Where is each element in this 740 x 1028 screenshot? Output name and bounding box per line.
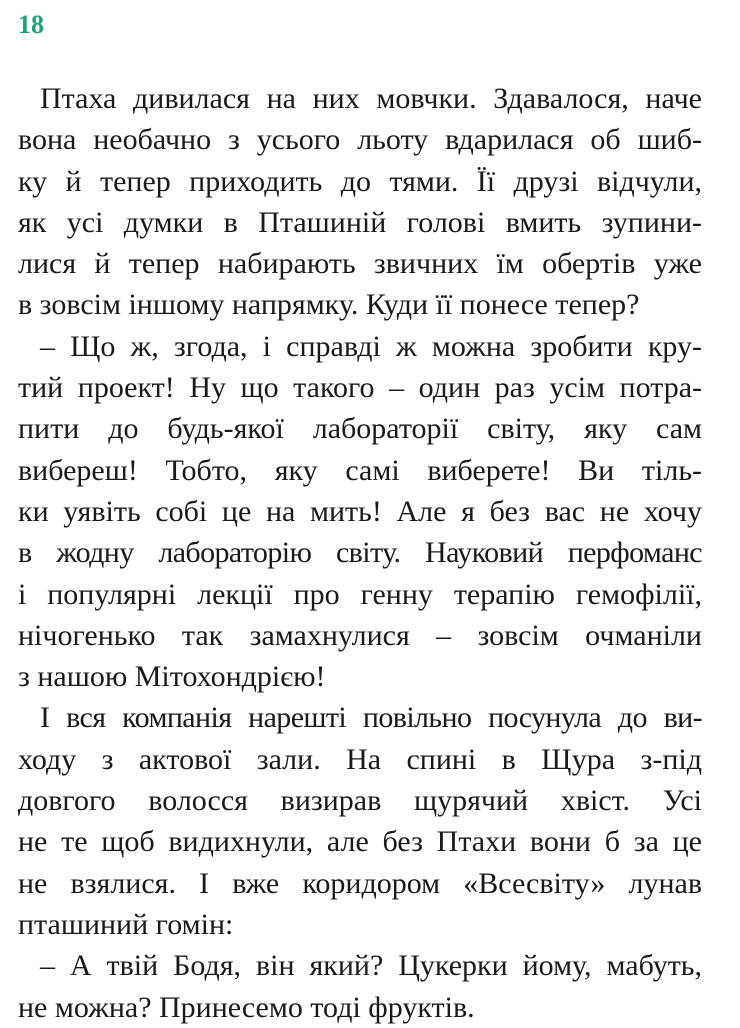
- text-line: не можна? Принесемо тоді фруктів.: [18, 990, 475, 1024]
- page-number: 18: [18, 10, 44, 39]
- text-line: з нашою Мітохондрією!: [18, 660, 326, 694]
- text-line: І вся компанія нарешті повільно посунула до ви-: [40, 701, 702, 735]
- text-line: лися й тепер набирають звичних їм обертів уже: [18, 247, 702, 281]
- text-line: ку й тепер приходить до тями. Її друзі відчули,: [18, 164, 702, 198]
- body-text: [18, 78, 702, 1028]
- text-line: ки уявіть собі це на мить! Але я без вас не хочу: [18, 494, 702, 528]
- text-line: ходу з актової зали. На спині в Щура з-під: [18, 742, 702, 776]
- text-line: в жодну лабораторію світу. Науковий перфоманс: [18, 536, 702, 570]
- text-line: і популярні лекції про генну терапію гемофілії,: [18, 577, 702, 611]
- text-line: – Що ж, згода, і справді ж можна зробити кру-: [40, 329, 702, 363]
- text-line: в зовсім іншому напрямку. Куди її понесе тепер?: [18, 288, 640, 322]
- text-line: пташиний гомін:: [18, 907, 234, 941]
- text-line: Птаха дивилася на них мовчки. Здавалося, наче: [40, 82, 702, 115]
- text-line: нічогенько так замахнулися – зовсім очманіли: [18, 618, 702, 652]
- text-line: вона необачно з усього льоту вдарилася об шиб-: [18, 123, 702, 157]
- text-line: довгого волосся визирав щурячий хвіст. Усі: [18, 784, 702, 818]
- text-line: вибереш! Тобто, яку самі виберете! Ви тіль-: [18, 453, 702, 487]
- text-line: – А твій Бодя, він який? Цукерки йому, мабуть,: [40, 949, 702, 983]
- text-line: не взялися. І вже коридором «Всесвіту» лунав: [18, 866, 702, 900]
- text-line: не те щоб видихнули, але без Птахи вони б за це: [18, 825, 702, 859]
- text-line: тий проект! Ну що такого – один раз усім потра-: [18, 371, 702, 405]
- text-line: як усі думки в Пташиній голові вмить зупини-: [18, 205, 702, 239]
- text-line: пити до будь-якої лабораторії світу, яку сам: [18, 412, 702, 446]
